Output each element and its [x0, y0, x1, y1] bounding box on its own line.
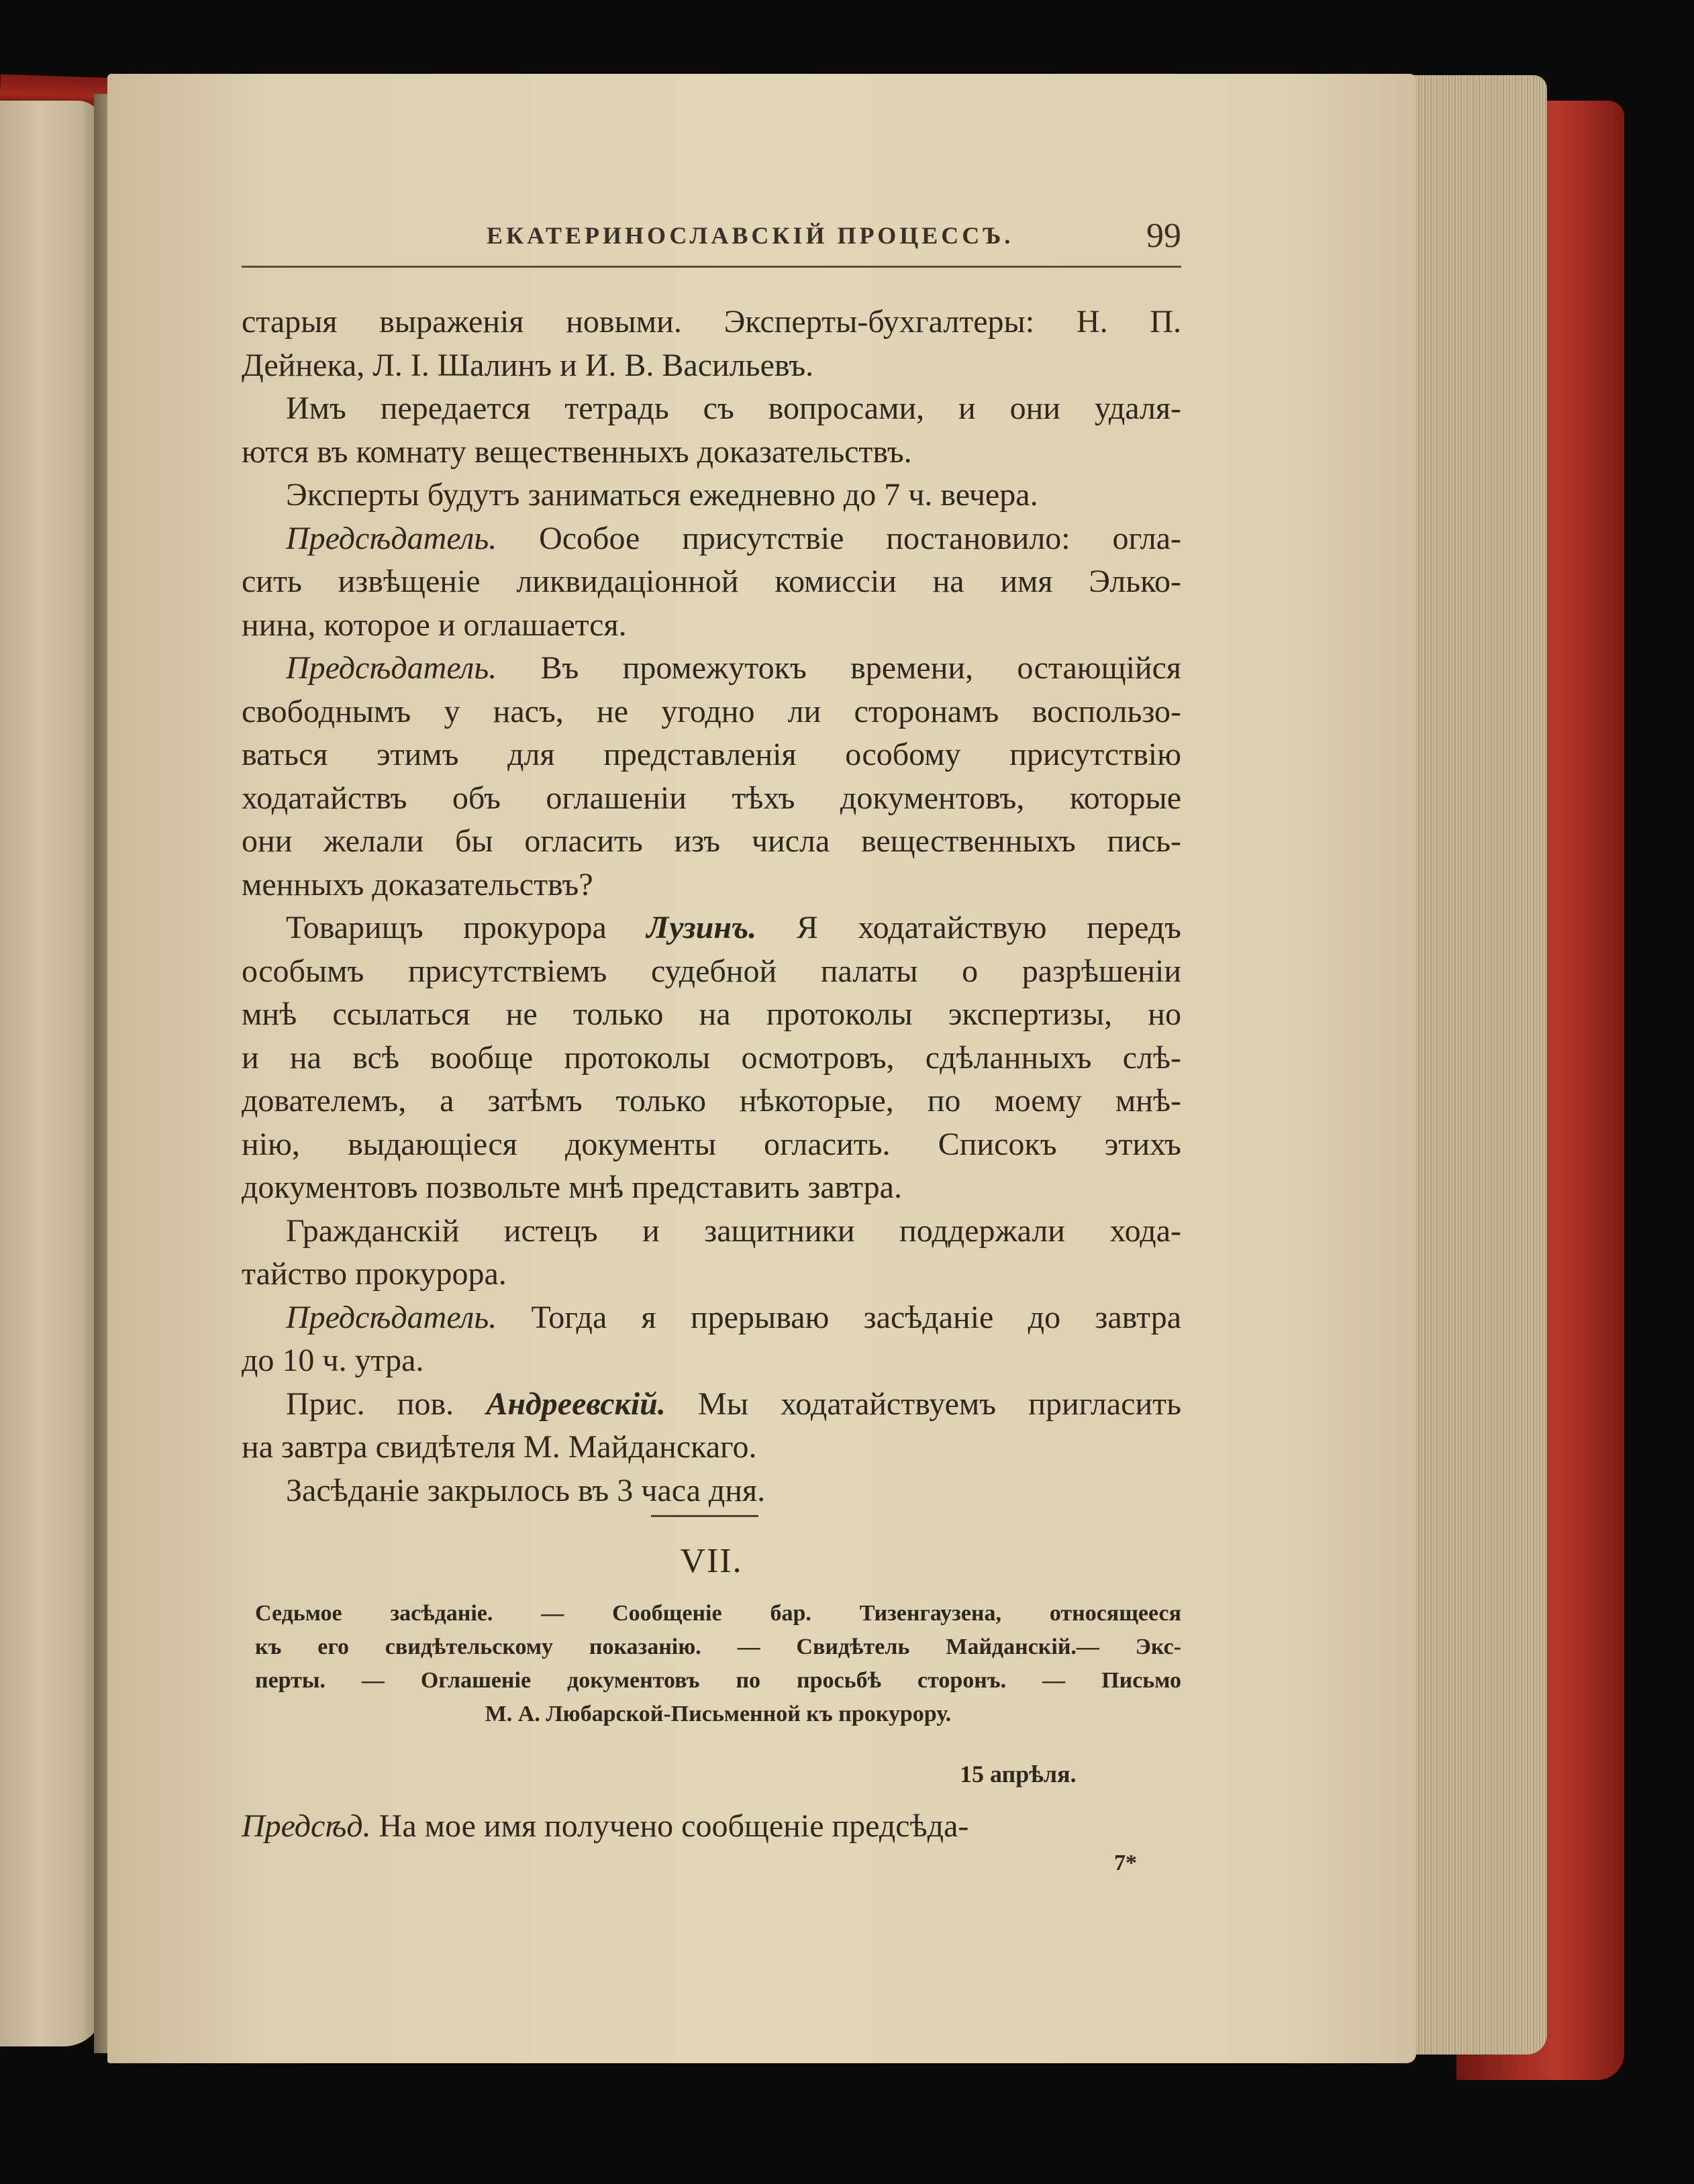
summary-line: Седьмое засѣданіе. — Сообщеніе бар. Тизенгаузена, относящееся: [255, 1601, 1181, 1626]
text-line: старыя выраженія новыми. Эксперты-бухгалтеры: Н. П.: [242, 304, 1181, 340]
text-line: нина, которое и оглашается.: [242, 607, 627, 643]
speech-text: На мое имя получено сообщеніе предсѣда-: [370, 1808, 969, 1844]
chapter-number: VII.: [680, 1542, 743, 1580]
body-text: [242, 301, 1181, 1512]
session-date: 15 апрѣля.: [960, 1761, 1077, 1787]
text-line: ходатайствъ объ оглашеніи тѣхъ документовъ, которые: [242, 780, 1181, 816]
section-separator: [651, 1515, 758, 1517]
summary-line: М. А. Любарской-Письменной къ прокурору.: [485, 1702, 952, 1726]
speaker-name: Предсѣд.: [242, 1808, 371, 1844]
text-line: Эксперты будутъ заниматься ежедневно до 7 ч. вечера.: [286, 477, 1038, 513]
left-page-edge: [0, 101, 104, 2046]
text-line: свободнымъ у насъ, не угодно ли сторонамъ воспользо-: [242, 693, 1181, 729]
speech-text: Тогда я прерываю засѣданіе до завтра: [497, 1299, 1181, 1335]
header-rule: [242, 266, 1181, 268]
summary-line: къ его свидѣтельскому показанію. — Свидѣтель Майданскій.— Экс-: [255, 1634, 1181, 1659]
text-line: [242, 647, 1181, 690]
page-block-edges: [1406, 75, 1547, 2055]
speaker-name: Андреевскій.: [486, 1386, 666, 1422]
speaker-name: Предсѣдатель.: [286, 1299, 497, 1335]
summary-line: перты. — Оглашеніе документовъ по просьбѣ сторонъ. — Письмо: [255, 1668, 1181, 1693]
text-line: [242, 1383, 1181, 1426]
text-line: Гражданскій истецъ и защитники поддержали хода-: [286, 1212, 1181, 1249]
speech-text: Мы ходатайствуемъ пригласить: [665, 1386, 1181, 1422]
printer-signature: 7*: [1114, 1851, 1137, 1875]
text-line: ются въ комнату вещественныхъ доказательствъ.: [242, 433, 912, 470]
speaker-name: Предсѣдатель.: [286, 520, 497, 556]
running-head: ЕКАТЕРИНОСЛАВСКІЙ ПРОЦЕССЪ.: [487, 222, 1014, 249]
text-line: особымъ присутствіемъ судебной палаты о разрѣшеніи: [242, 953, 1181, 989]
speaker-name: Лузинъ.: [646, 910, 757, 945]
speaker-name: Предсѣдатель.: [286, 650, 497, 686]
text-line: Засѣданіе закрылось въ 3 часа дня.: [286, 1472, 766, 1508]
text-line: тайство прокурора.: [242, 1256, 507, 1292]
page-number: 99: [1146, 217, 1181, 255]
text-line: на завтра свидѣтеля М. Майданскаго.: [242, 1429, 757, 1465]
text-line: менныхъ доказательствъ?: [242, 866, 593, 902]
text-line: до 10 ч. утра.: [242, 1343, 424, 1378]
speech-text: Товарищъ прокурора: [286, 910, 647, 945]
text-line: [242, 1805, 1181, 1848]
text-line: и на всѣ вообще протоколы осмотровъ, сдѣланныхъ слѣ-: [242, 1039, 1181, 1076]
text-line: [242, 906, 1181, 950]
text-line: Имъ передается тетрадь съ вопросами, и они удаля-: [286, 391, 1181, 426]
speech-text: Я ходатайствую передъ: [756, 910, 1181, 945]
text-line: [242, 517, 1181, 561]
text-line: Дейнека, Л. I. Шалинъ и И. В. Васильевъ.: [242, 347, 814, 383]
text-line: дователемъ, а затѣмъ только нѣкоторые, по моему мнѣ-: [242, 1083, 1181, 1119]
text-line: документовъ позвольте мнѣ представить завтра.: [242, 1169, 902, 1205]
text-line: мнѣ ссылаться не только на протоколы экспертизы, но: [242, 996, 1181, 1032]
text-line: ваться этимъ для представленія особому присутствію: [242, 737, 1181, 772]
speech-text: Прис. пов.: [286, 1386, 487, 1422]
text-line: нію, выдающіеся документы огласить. Списокъ этихъ: [242, 1126, 1181, 1162]
speech-text: Особое присутствіе постановило: огла-: [497, 520, 1181, 556]
chapter-summary: [255, 1597, 1181, 1731]
speech-text: Въ промежутокъ времени, остающійся: [497, 650, 1181, 686]
text-line: [242, 1296, 1181, 1340]
text-line: сить извѣщеніе ликвидаціонной комиссіи на имя Элько-: [242, 564, 1181, 599]
text-line: они желали бы огласить изъ числа вещественныхъ пись-: [242, 823, 1181, 859]
page-header: [242, 217, 1181, 275]
